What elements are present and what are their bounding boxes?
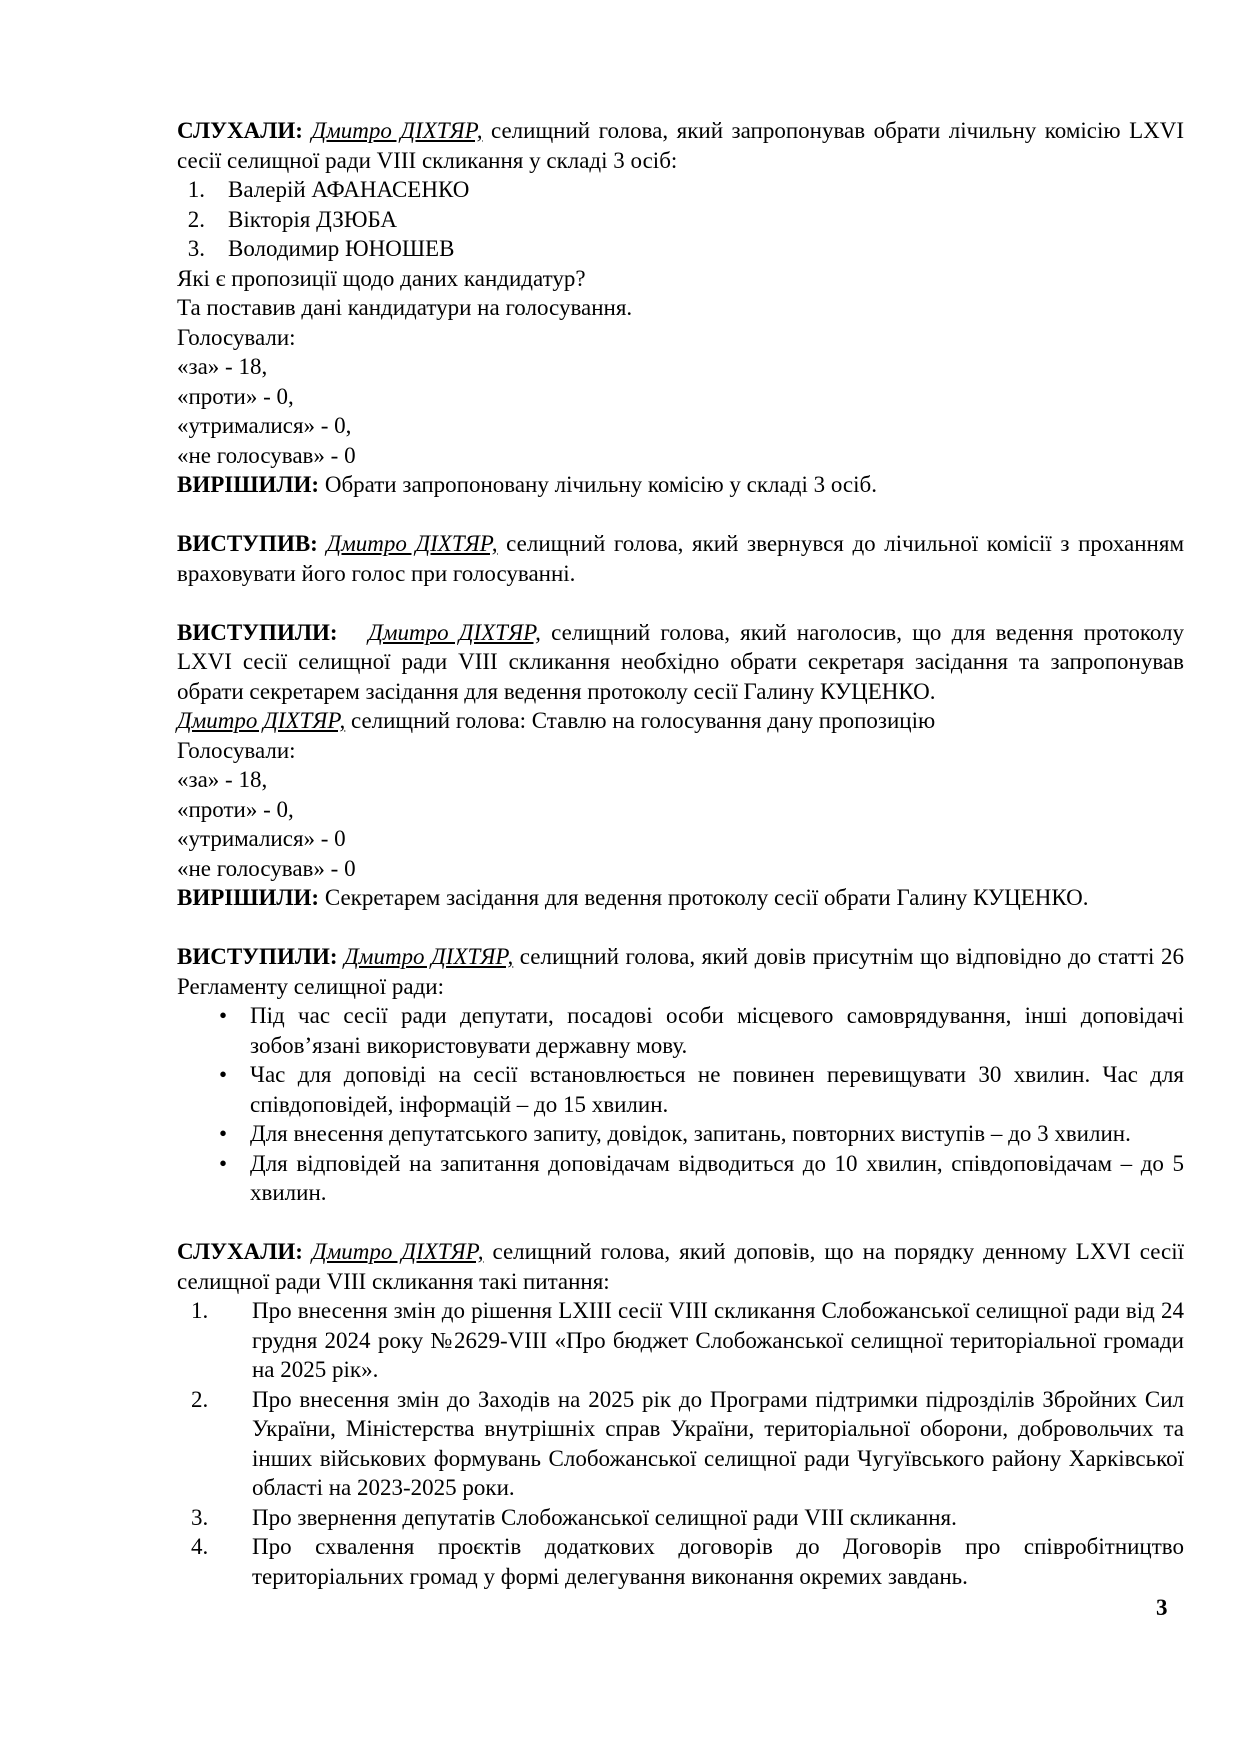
s1-label: СЛУХАЛИ: [177, 118, 303, 143]
list-item: 2. Про внесення змін до Заходів на 2025 рік до Програми підтримки підрозділів Збройних Сил України, Міністерства внутрішніх справ України, територіальної оборони, добровольчих та інших військових формувань Слобожанської селищної ради Чугуївського району Харківської області на 2023-2025 роки. [191, 1386, 1184, 1500]
regulation-bullets [177, 1001, 1184, 1208]
list-item: • Під час сесії ради депутати, посадові особи місцевого самоврядування, інші доповідачі зобов’язані використовувати державну мову. [219, 1003, 1184, 1058]
vote-line: «проти» - 0, [177, 383, 294, 409]
list-item: • Для відповідей на запитання доповідачам відводиться до 10 хвилин, співдоповідачам – до 5 хвилин. [219, 1150, 1184, 1205]
s4-speaker: Дмитро ДІХТЯР, [344, 944, 514, 969]
list-item: 3. Володимир ЮНОШЕВ [187, 236, 455, 261]
list-item: • Час для доповіді на сесії встановлюється не повинен перевищувати 30 хвилин. Час для співдоповідей, інформацій – до 15 хвилин. [219, 1062, 1184, 1117]
s3-decision: ВИРІШИЛИ: Секретарем засідання для ведення протоколу сесії обрати Галину КУЦЕНКО. [177, 885, 1089, 910]
s5-paragraph: СЛУХАЛИ: Дмитро ДІХТЯР, селищний голова, який доповів, що на порядку денному LXVI сесії селищної ради VIII скликання такі питання: [177, 1239, 1184, 1294]
list-item: • Для внесення депутатського запиту, довідок, запитань, повторних виступів – до 3 хвилин. [219, 1121, 1131, 1146]
s1-decision: ВИРІШИЛИ: Обрати запропоновану лічильну комісію у складі 3 осіб. [177, 472, 877, 497]
vote-line: «за» - 18, [177, 767, 268, 792]
counting-commission-list [177, 175, 1184, 264]
document-page [177, 116, 1184, 1591]
vote-line: «утрималися» - 0, [177, 413, 352, 438]
vote-line: «не голосував» - 0 [177, 442, 356, 468]
s1-put-to-vote: Та поставив дані кандидатури на голосування. [177, 295, 633, 320]
s1-question: Які є пропозиції щодо даних кандидатур? [177, 265, 586, 291]
agenda-list [177, 1296, 1184, 1591]
vote-line: Голосували: [177, 324, 296, 350]
s1-text: селищний голова, який запропонував обрати лічильну комісію LXVI сесії селищної ради VIII скликання у складі 3 осіб: [177, 118, 1185, 173]
s3-speaker: Дмитро ДІХТЯР, [368, 619, 541, 645]
list-item: 4. Про схвалення проєктів додаткових договорів до Договорів про співробітництво територіальних громад у формі делегування виконання окремих завдань. [191, 1534, 1184, 1589]
page-number: 3 [1156, 1595, 1168, 1620]
s1-paragraph [177, 116, 1184, 175]
s3-paragraph: ВИСТУПИЛИ: Дмитро ДІХТЯР, селищний голова, який наголосив, що для ведення протоколу LXVI сесії селищної ради VIII скликання необхідно обрати секретаря засідання та запропонував обрати секретарем засідання для ведення протоколу сесії Галину КУЦЕНКО. [177, 619, 1185, 704]
vote-line: «не голосував» - 0 [177, 855, 356, 881]
list-item: 2. Вікторія ДЗЮБА [187, 206, 398, 232]
s3-proposal: Дмитро ДІХТЯР, селищний голова: Ставлю на голосування дану пропозицію [177, 708, 936, 733]
vote-line: «утрималися» - 0 [177, 826, 346, 851]
s4-paragraph: ВИСТУПИЛИ: Дмитро ДІХТЯР, селищний голова, який довів присутнім що відповідно до статті 26 Регламенту селищної ради: [177, 944, 1185, 999]
s1-speaker: Дмитро ДІХТЯР, [311, 118, 483, 143]
list-item: 1. Про внесення змін до рішення LXIII сесії VIII скликання Слобожанської селищної ради від 24 грудня 2024 року №2629-VIII «Про бюджет Слобожанської селищної територіальної громади на 2025 рік». [191, 1298, 1184, 1382]
s5-speaker: Дмитро ДІХТЯР, [311, 1239, 484, 1264]
list-item: 1. Валерій АФАНАСЕНКО [187, 177, 470, 202]
vote-line: «за» - 18, [177, 354, 268, 379]
vote-line: «проти» - 0, [177, 796, 294, 822]
s2-paragraph: ВИСТУПИВ: Дмитро ДІХТЯР, селищний голова, який звернувся до лічильної комісії з проханням враховувати його голос при голосуванні. [177, 531, 1185, 586]
vote-line: Голосували: [177, 737, 296, 763]
s2-speaker: Дмитро ДІХТЯР, [326, 531, 498, 556]
list-item: 3. Про звернення депутатів Слобожанської селищної ради VIII скликання. [191, 1504, 957, 1530]
